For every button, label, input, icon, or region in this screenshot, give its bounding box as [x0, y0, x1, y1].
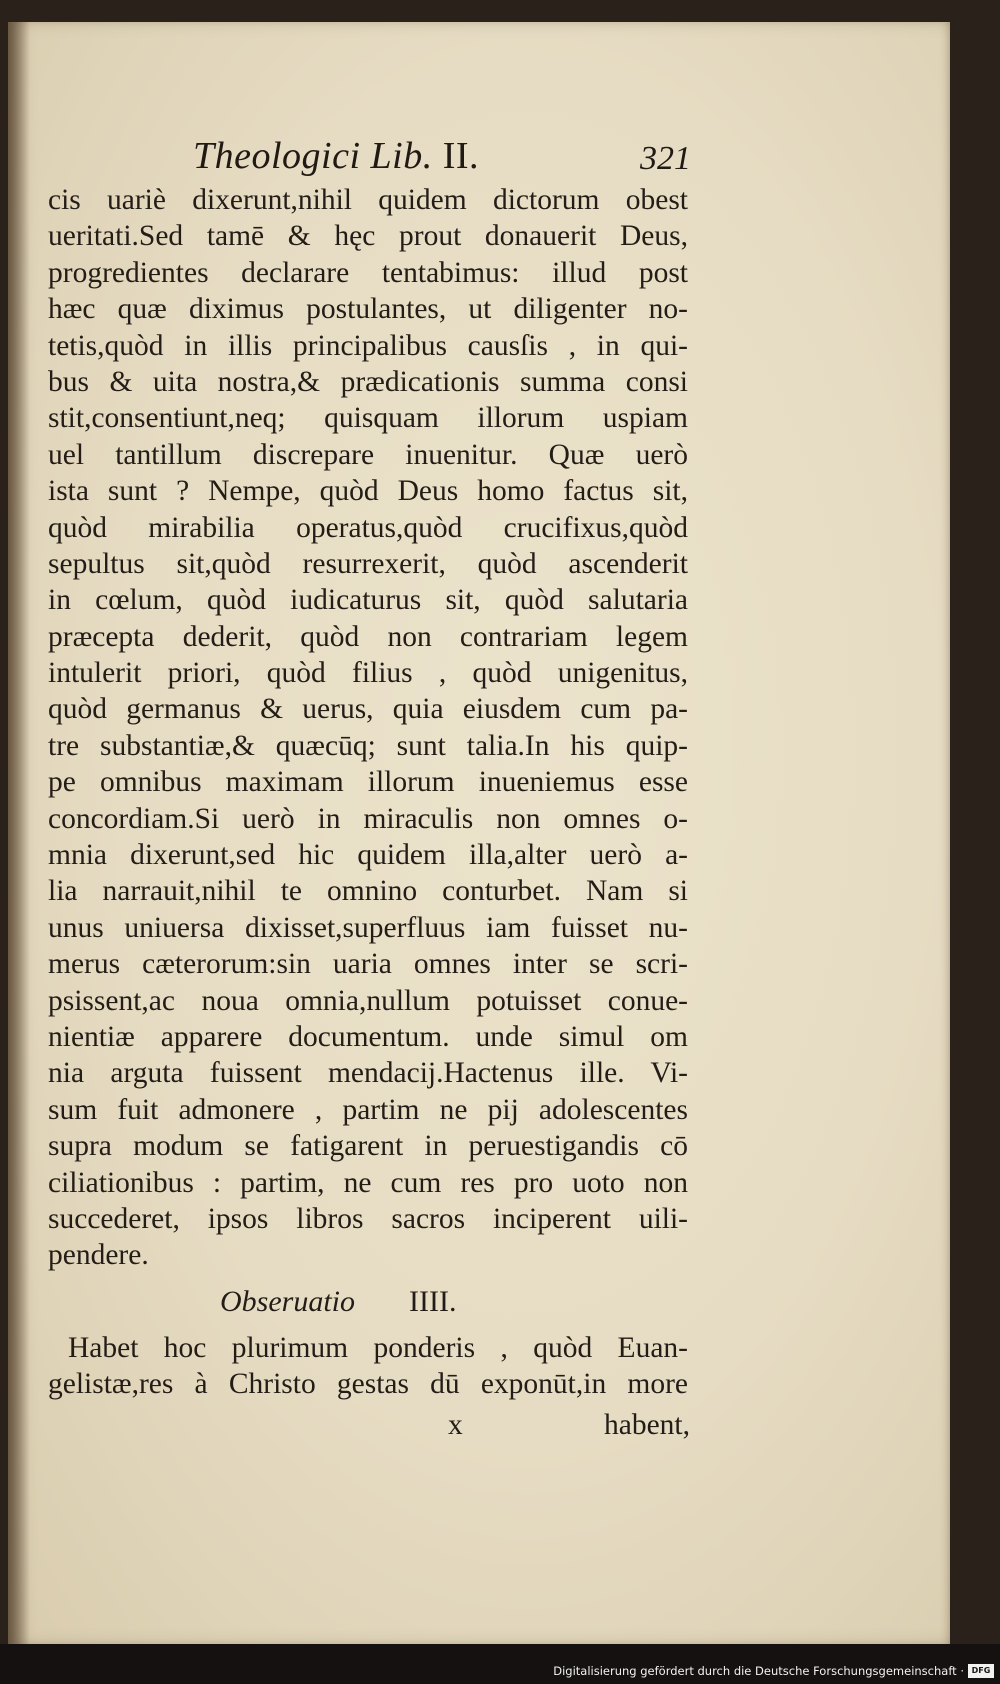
text-line: Habet hoc plurimum ponderis , quòd Euan- [68, 1331, 688, 1364]
observation-number: IIII. [409, 1284, 457, 1318]
text-line: nientiæ apparere documentum. unde simul om [48, 1020, 688, 1053]
text-line: sum fuit admonere , partim ne pij adolescentes [48, 1093, 688, 1126]
text-line: præcepta dederit, quòd non contrariam legem [48, 620, 688, 653]
signature-mark: x [448, 1408, 463, 1441]
text-line: hæc quæ diximus postulantes, ut diligenter no- [48, 293, 688, 326]
text-line: psissent,ac noua omnia,nullum potuisset conue- [48, 984, 688, 1017]
digitization-credit [553, 1662, 994, 1680]
catchword: habent, [603, 1408, 690, 1441]
text-line: bus & uita nostra,& prædicationis summa consi [48, 365, 688, 398]
text-line: pe omnibus maximam illorum inueniemus esse [48, 766, 688, 799]
text-line: intulerit priori, quòd filius , quòd unigenitus, [48, 657, 688, 690]
running-title: Theologici Lib. [193, 135, 433, 177]
page-number: 321 [640, 140, 691, 177]
text-line: supra modum se fatigarent in peruestigandis cō [48, 1130, 688, 1163]
text-line: nia arguta fuissent mendacij.Hactenus ille. Vi- [48, 1057, 688, 1090]
text-line: ueritati.Sed tamē & hęc prout donauerit Deus, [48, 220, 688, 253]
credit-text: Digitalisierung gefördert durch die Deutsche Forschungsgemeinschaft · [553, 1664, 964, 1678]
text-line: quòd germanus & uerus, quia eiusdem cum pa- [48, 693, 688, 726]
text-line: stit,consentiunt,neq; quisquam illorum uspiam [48, 402, 688, 435]
page-footer-marks [48, 1407, 688, 1445]
text-line: lia narrauit,nihil te omnino conturbet. Nam si [48, 875, 688, 908]
text-line: tre substantiæ,& quæcūq; sunt talia.In his quip- [48, 729, 688, 762]
observation-heading [48, 1284, 688, 1324]
observation-word: Obseruatio [220, 1284, 355, 1318]
text-line: cis uariè dixerunt,nihil quidem dictorum obest [48, 184, 688, 216]
text-line: merus cæterorum:sin uaria omnes inter se scri- [48, 948, 688, 981]
text-line: unus uniuersa dixisset,superfluus iam fuisset nu- [48, 911, 688, 944]
text-line: tetis,quòd in illis principalibus causſis , in qui- [48, 329, 688, 362]
text-line: sepultus sit,quòd resurrexerit, quòd ascenderit [48, 547, 688, 580]
body-text [48, 182, 688, 1445]
text-line: quòd mirabilia operatus,quòd crucifixus,quòd [48, 511, 688, 544]
book-number: II. [442, 135, 480, 177]
text-line: ciliationibus : partim, ne cum res pro uoto non [48, 1166, 688, 1199]
page-gutter-shadow [8, 22, 30, 1644]
text-line: pendere. [48, 1239, 149, 1272]
text-line: uel tantillum discrepare inuenitur. Quæ uerò [48, 438, 688, 471]
dfg-logo: DFG [968, 1664, 994, 1678]
text-line: gelistæ,res à Christo gestas dū exponūt,in more [48, 1368, 688, 1401]
text-line: ista sunt ? Nempe, quòd Deus homo factus sit, [48, 475, 688, 508]
book-page [8, 22, 950, 1644]
text-line: progredientes declarare tentabimus: illud post [48, 256, 688, 289]
running-header [193, 134, 693, 182]
text-line: in cœlum, quòd iudicaturus sit, quòd salutaria [48, 584, 688, 617]
text-line: mnia dixerunt,sed hic quidem illa,alter uerò a- [48, 839, 688, 872]
text-line: concordiam.Si uerò in miraculis non omnes o- [48, 802, 688, 835]
text-line: succederet, ipsos libros sacros inciperent uili- [48, 1202, 688, 1235]
